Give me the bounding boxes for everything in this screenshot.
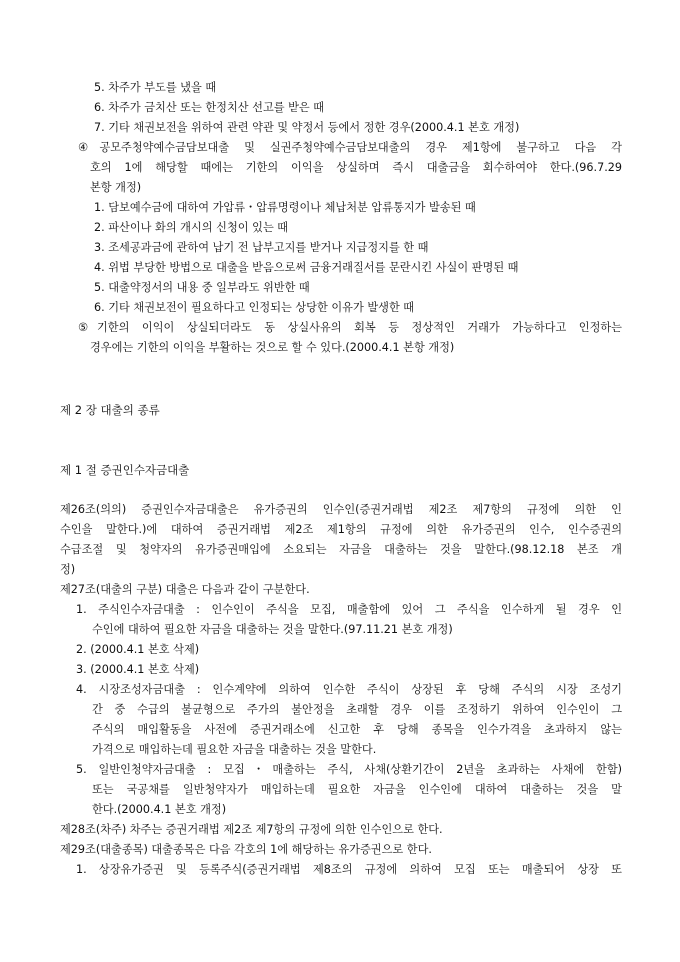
paragraph-5-line-2: 경우에는 기한의 이익을 부활하는 것으로 할 수 있다.(2000.4.1 본항 개정) — [90, 341, 455, 354]
article-28: 제28조(차주) 차주는 증권거래법 제2조 제7항의 규정에 의한 인수인으로 한다. — [60, 823, 443, 836]
article-27-heading: 제27조(대출의 구분) 대출은 다음과 같이 구분한다. — [60, 583, 310, 596]
paragraph-4-line-2: 호의 1에 해당할 때에는 기한의 이익을 상실하며 즉시 대출금을 회수하여야 한다.(96.7.29 — [90, 161, 622, 174]
clause-item-4-1: 1. 담보예수금에 대하여 가압류・압류명령이나 체납처분 압류통지가 발송된 때 — [94, 201, 476, 214]
clause-item-4-6: 6. 기타 채권보전이 필요하다고 인정되는 상당한 이유가 발생한 때 — [94, 301, 415, 314]
clause-item-4-4: 4. 위법 부당한 방법으로 대출을 받음으로써 금융거래질서를 문란시킨 사실이 판명된 때 — [94, 261, 519, 274]
paragraph-4-line-1: ④공모주청약예수금담보대출 및 실권주청약예수금담보대출의 경우 제1항에 불구하고 다음 각 — [78, 141, 622, 154]
article-27-item-2: 2. (2000.4.1 본호 삭제) — [76, 643, 200, 656]
article-27-item-3: 3. (2000.4.1 본호 삭제) — [76, 663, 200, 676]
clause-item-4-5: 5. 대출약정서의 내용 중 일부라도 위반한 때 — [94, 281, 310, 294]
clause-item-4-2: 2. 파산이나 화의 개시의 신청이 있는 때 — [94, 221, 289, 234]
article-26-line-2: 수인을 말한다.)에 대하여 증권거래법 제2조 제1항의 규정에 의한 유가증권의 인수, 인수증권의 — [60, 523, 622, 536]
section-heading: 제 1 절 증권인수자금대출 — [60, 463, 190, 477]
chapter-heading: 제 2 장 대출의 종류 — [60, 403, 160, 417]
paragraph-5-line-1: ⑤기한의 이익이 상실되더라도 동 상실사유의 회복 등 정상적인 거래가 가능하다고 인정하는 — [78, 321, 622, 334]
article-27-item-1-line-1: 1. 주식인수자금대출 : 인수인이 주식을 모집, 매출함에 있어 그 주식을 인수하게 될 경우 인 — [76, 603, 622, 616]
article-27-item-4-line-4: 가격으로 매입하는데 필요한 자금을 대출하는 것을 말한다. — [92, 743, 377, 756]
article-27-item-5-line-1: 5. 일반인청약자금대출 : 모집・매출하는 주식, 사채(상환기간이 2년을 초과하는 사채에 한함) — [76, 763, 622, 776]
article-27-item-4-line-3: 주식의 매입활동을 사전에 증권거래소에 신고한 후 당해 종목을 인수가격을 초과하지 않는 — [92, 723, 622, 736]
article-27-item-1-line-2: 수인에 대하여 필요한 자금을 대출하는 것을 말한다.(97.11.21 본호 개정) — [92, 623, 453, 636]
article-29-item-1-line-1: 1. 상장유가증권 및 등록주식(증권거래법 제8조의 규정에 의하여 모집 또는 매출되어 상장 또 — [76, 863, 622, 876]
article-26-line-4: 정) — [60, 563, 76, 576]
clause-item-3-5: 5. 차주가 부도를 냈을 때 — [94, 81, 217, 94]
clause-item-4-3: 3. 조세공과금에 관하여 납기 전 납부고지를 받거나 지급정지를 한 때 — [94, 241, 429, 254]
clause-item-3-6: 6. 차주가 금치산 또는 한정치산 선고를 받은 때 — [94, 101, 325, 114]
article-26-line-3: 수급조절 및 청약자의 유가증권매입에 소요되는 자금을 대출하는 것을 말한다.(98.12.18 본조 개 — [60, 543, 622, 556]
clause-item-3-7: 7. 기타 채권보전을 위하여 관련 약관 및 약정서 등에서 정한 경우(2000.4.1 본호 개정) — [94, 121, 520, 134]
article-27-item-5-line-2: 또는 국공채를 일반청약자가 매입하는데 필요한 자금을 인수인에 대하여 대출하는 것을 말 — [92, 783, 622, 796]
article-29-heading: 제29조(대출종목) 대출종목은 다음 각호의 1에 해당하는 유가증권으로 한다. — [60, 843, 432, 856]
article-27-item-4-line-1: 4. 시장조성자금대출 : 인수계약에 의하여 인수한 주식이 상장된 후 당해 주식의 시장 조성기 — [76, 683, 622, 696]
article-26-line-1: 제26조(의의) 증권인수자금대출은 유가증권의 인수인(증권거래법 제2조 제7항의 규정에 의한 인 — [60, 503, 622, 516]
paragraph-4-line-3: 본항 개정) — [90, 181, 142, 194]
article-27-item-4-line-2: 간 중 수급의 불균형으로 주가의 불안정을 초래할 경우 이를 조정하기 위하여 인수인이 그 — [92, 703, 622, 716]
article-27-item-5-line-3: 한다.(2000.4.1 본호 개정) — [92, 803, 227, 816]
